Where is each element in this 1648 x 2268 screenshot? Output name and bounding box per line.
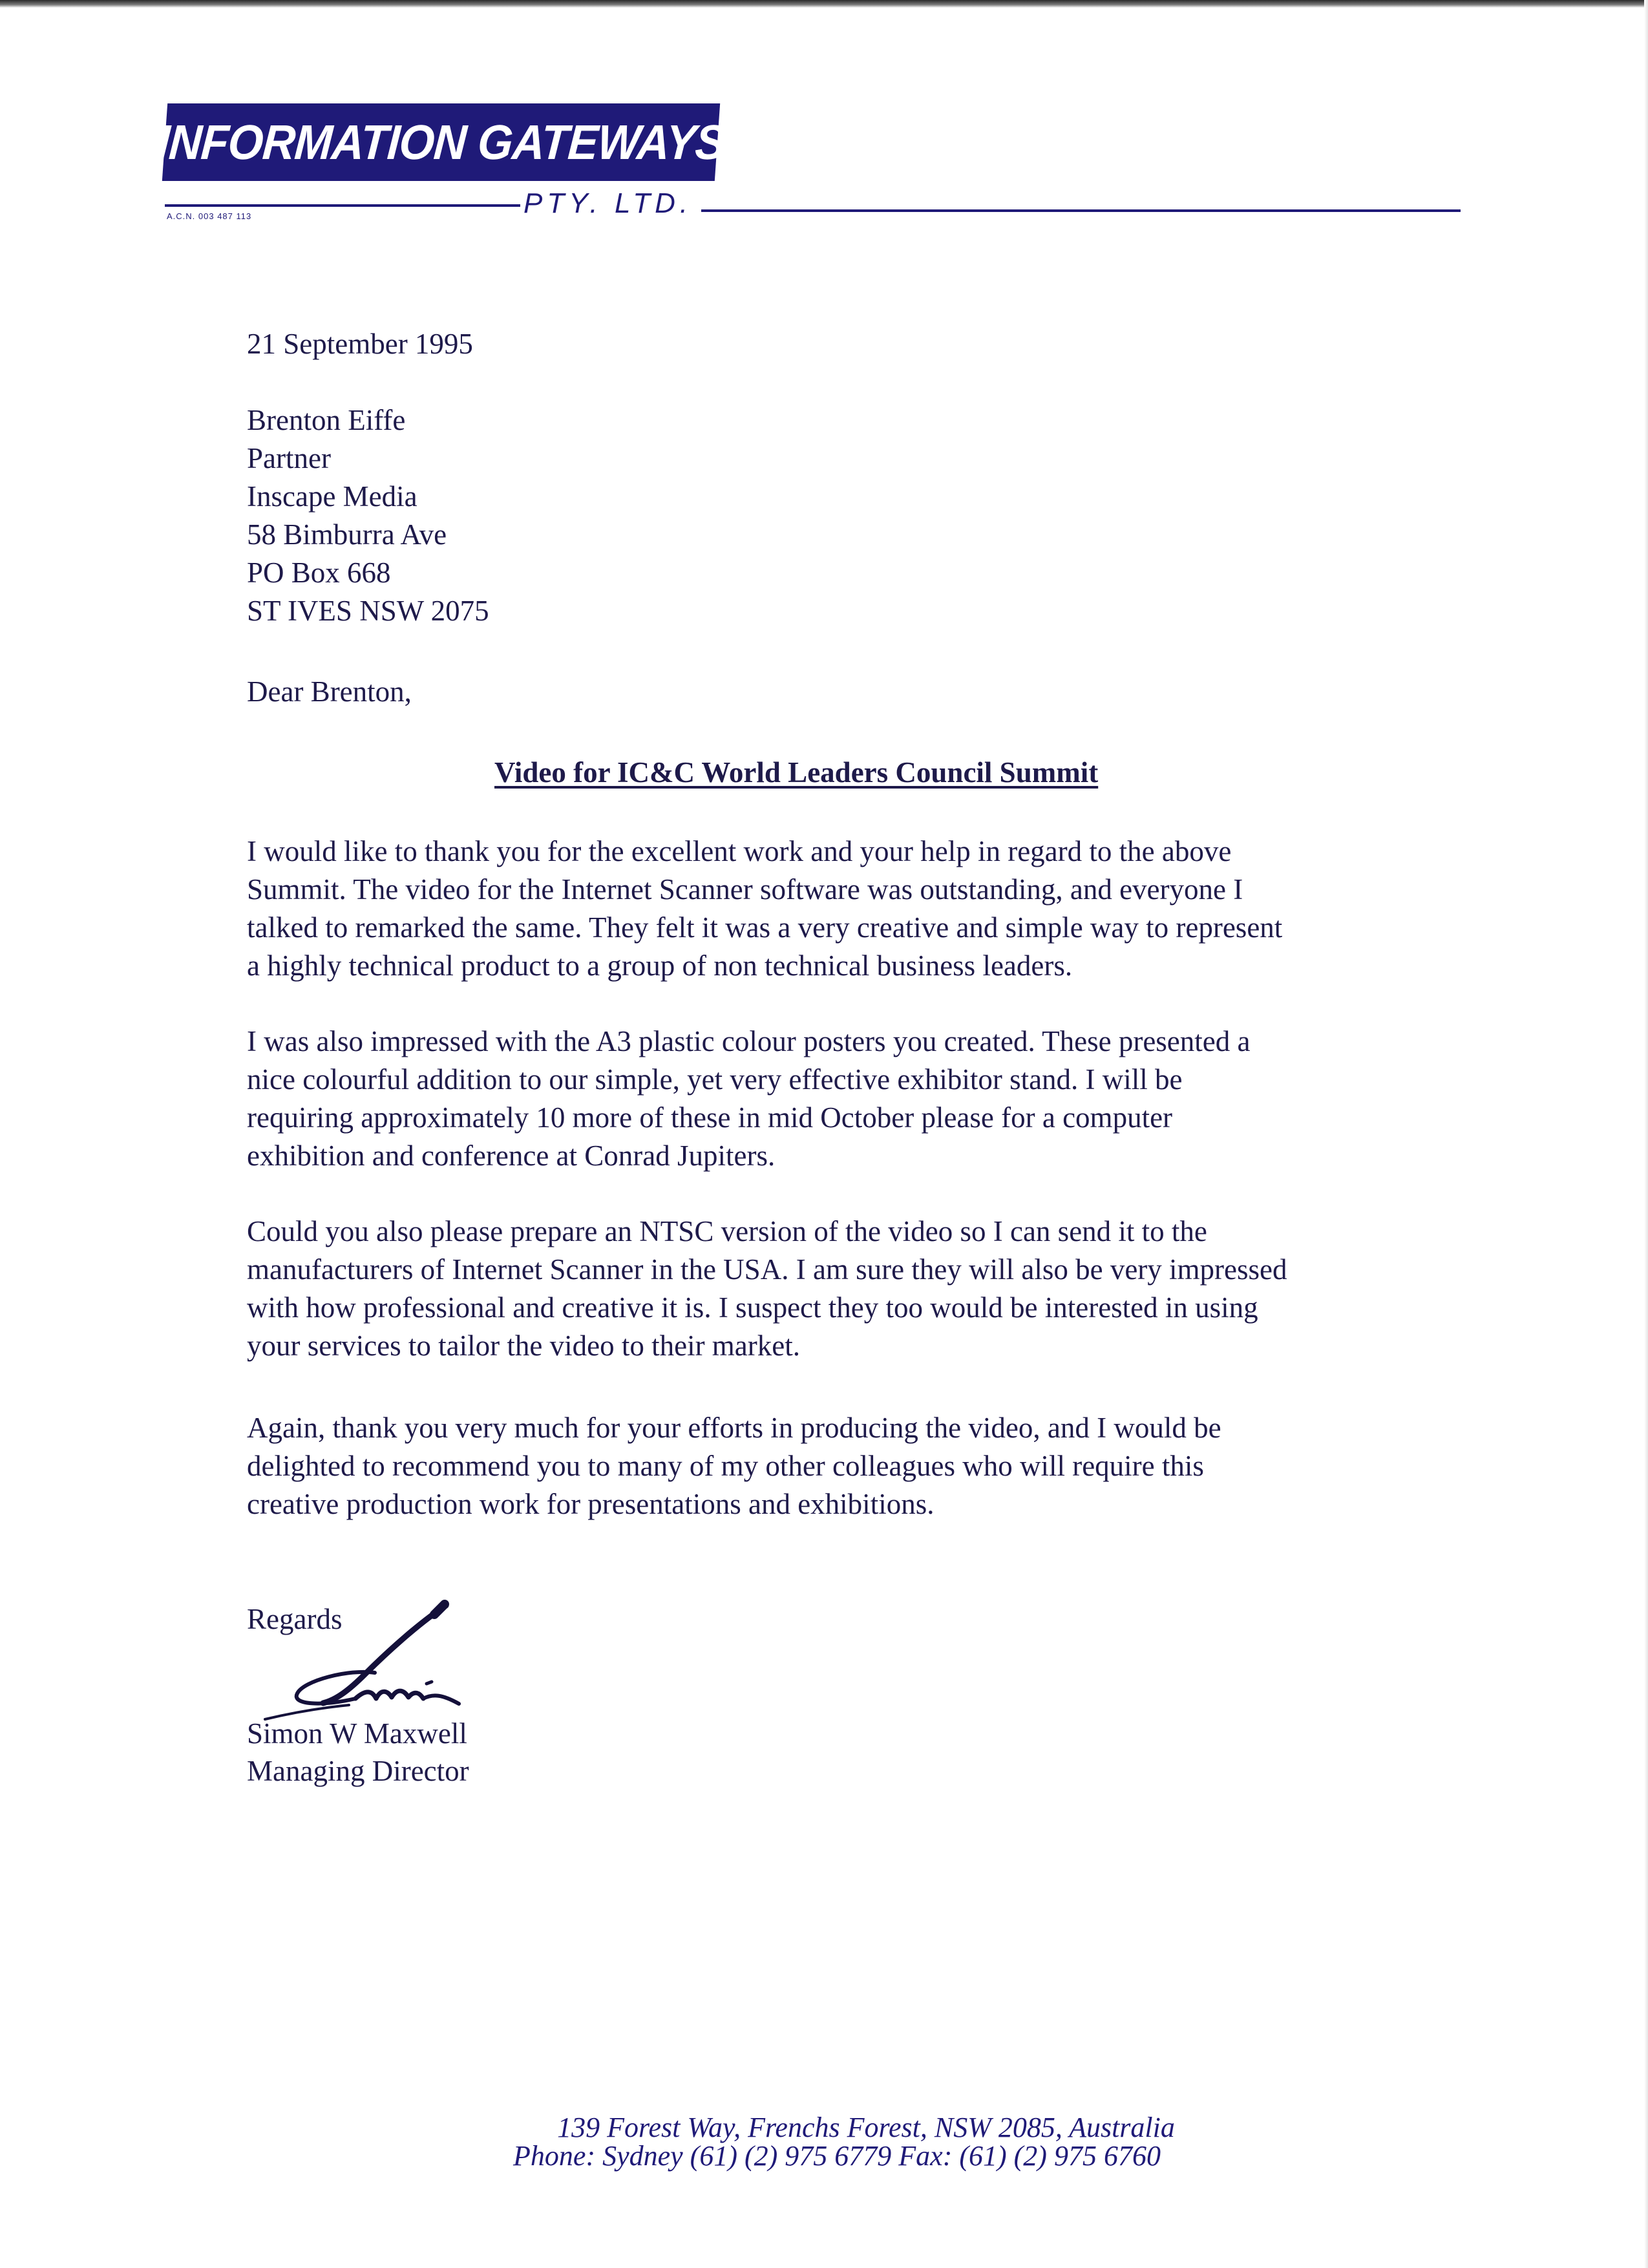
letterhead-rule-right: [701, 209, 1461, 212]
company-suffix: PTY. LTD.: [523, 187, 693, 219]
recipient-line: 58 Bimburra Ave: [247, 518, 447, 551]
letterhead-rule-left: [165, 204, 520, 207]
recipient-line: Partner: [247, 442, 331, 474]
recipient-line: ST IVES NSW 2075: [247, 595, 489, 627]
body-paragraph-2: [247, 1023, 1250, 1175]
paragraph-line: with how professional and creative it is. I suspect they too would be interested in using: [247, 1291, 1258, 1324]
company-logo: [155, 103, 727, 181]
footer-address: 139 Forest Way, Frenchs Forest, NSW 2085, Australia: [557, 2112, 1175, 2143]
paragraph-line: a highly technical product to a group of non technical business leaders.: [247, 949, 1073, 982]
recipient-line: Brenton Eiffe: [247, 404, 406, 436]
body-paragraph-3: [247, 1213, 1287, 1365]
signer-name: Simon W Maxwell: [247, 1717, 467, 1750]
paragraph-line: manufacturers of Internet Scanner in the USA. I am sure they will also be very impressed: [247, 1253, 1287, 1286]
body-paragraph-1: [247, 832, 1282, 985]
recipient-line: Inscape Media: [247, 480, 417, 513]
recipient-line: PO Box 668: [247, 556, 391, 589]
signer-title: Managing Director: [247, 1755, 469, 1787]
paragraph-line: creative production work for presentations and exhibitions.: [247, 1488, 935, 1520]
letter-subject: Video for IC&C World Leaders Council Summit: [494, 756, 1099, 789]
letter-date: 21 September 1995: [247, 328, 473, 360]
paragraph-line: your services to tailor the video to their market.: [247, 1330, 800, 1362]
paragraph-line: delighted to recommend you to many of my other colleagues who will require this: [247, 1450, 1204, 1482]
paragraph-line: exhibition and conference at Conrad Jupiters.: [247, 1139, 776, 1172]
company-name: INFORMATION GATEWAYS: [155, 114, 727, 170]
recipient-address: [247, 401, 489, 630]
paragraph-line: Again, thank you very much for your efforts in producing the video, and I would be: [247, 1412, 1221, 1444]
paragraph-line: I would like to thank you for the excellent work and your help in regard to the above: [247, 835, 1232, 867]
paragraph-line: nice colourful addition to our simple, yet very effective exhibitor stand. I will be: [247, 1063, 1183, 1096]
letterhead-footer: [0, 2114, 1648, 2170]
paragraph-line: talked to remarked the same. They felt it was a very creative and simple way to represent: [247, 911, 1283, 944]
salutation: Dear Brenton,: [247, 675, 412, 708]
paragraph-line: Could you also please prepare an NTSC version of the video so I can send it to the: [247, 1215, 1207, 1247]
scan-right-edge: [1644, 0, 1648, 2268]
handwritten-signature: [226, 1596, 485, 1732]
paragraph-line: requiring approximately 10 more of these in mid October please for a computer: [247, 1101, 1173, 1134]
body-paragraph-4: [247, 1409, 1221, 1523]
footer-phone: Phone: Sydney (61) (2) 975 6779 Fax: (61) (2) 975 6760: [513, 2140, 1161, 2172]
paragraph-line: I was also impressed with the A3 plastic colour posters you created. These presented a: [247, 1025, 1251, 1057]
closing: Regards: [247, 1603, 343, 1635]
company-acn: A.C.N. 003 487 113: [167, 211, 252, 221]
paragraph-line: Summit. The video for the Internet Scanner software was outstanding, and everyone I: [247, 873, 1243, 906]
scan-top-edge: [0, 0, 1648, 8]
signer-block: [247, 1714, 469, 1789]
